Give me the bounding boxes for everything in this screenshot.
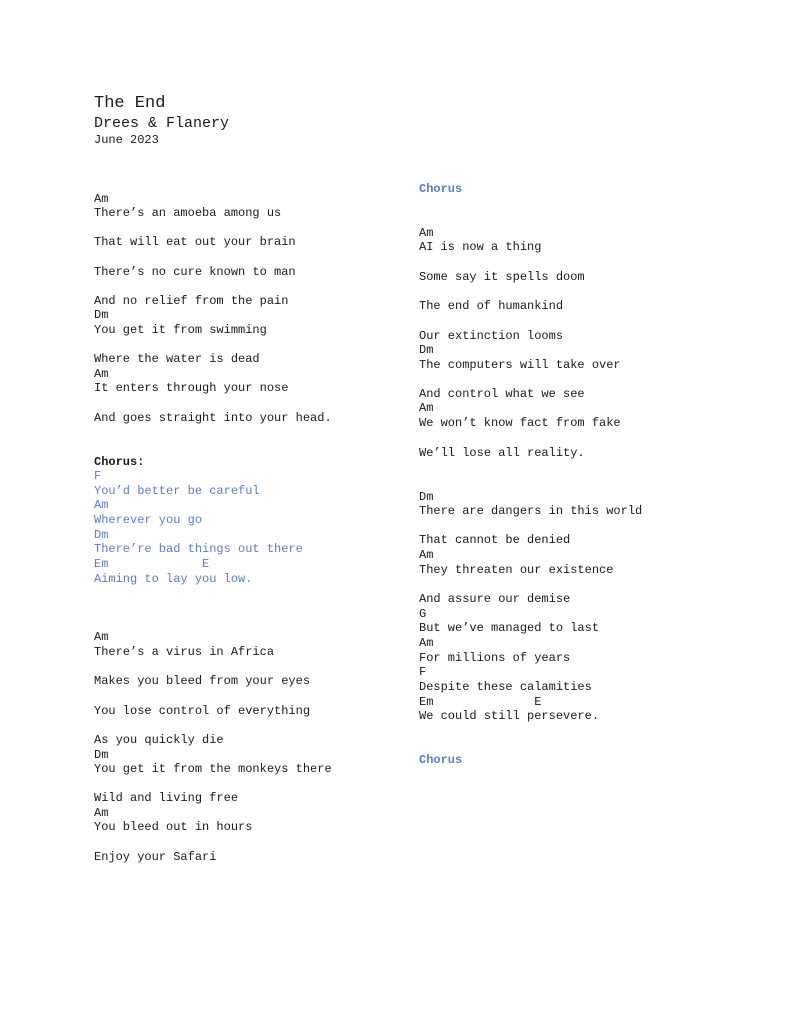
lyric-line: And goes straight into your head. — [94, 411, 332, 425]
chord-line: F — [94, 469, 102, 483]
lyric-line: You’d better be careful — [94, 484, 260, 498]
lyric-line: Enjoy your Safari — [94, 850, 217, 864]
song-header — [94, 94, 229, 148]
chord-line: Dm — [94, 748, 109, 762]
lyric-line: We’ll lose all reality. — [419, 446, 585, 460]
lyric-line: That cannot be denied — [419, 533, 571, 547]
lyric-line: You bleed out in hours — [94, 820, 253, 834]
chord-line: Am — [94, 367, 109, 381]
chord-line: Am — [94, 630, 109, 644]
lyric-line: There’s no cure known to man — [94, 265, 296, 279]
lyric-line: And no relief from the pain — [94, 294, 289, 308]
chorus-label: Chorus — [419, 182, 463, 196]
lyric-line: And control what we see — [419, 387, 585, 401]
chord-line: Am — [94, 806, 109, 820]
lyric-line: There’re bad things out there — [94, 542, 303, 556]
lyric-line: Some say it spells doom — [419, 270, 585, 284]
lyric-line: Wild and living free — [94, 791, 239, 805]
lyric-line: Our extinction looms — [419, 329, 564, 343]
lyric-line: Wherever you go — [94, 513, 203, 527]
chord-line: Am — [94, 498, 109, 512]
song-authors: Drees & Flanery — [94, 115, 230, 132]
lyric-line: AI is now a thing — [419, 240, 542, 254]
lyric-line: The end of humankind — [419, 299, 564, 313]
lyric-line: You lose control of everything — [94, 704, 311, 718]
chord-line: F — [419, 665, 427, 679]
chord-line: Em E — [419, 695, 542, 709]
lyric-line: You get it from swimming — [94, 323, 267, 337]
chord-line: Am — [419, 226, 434, 240]
lyric-line: As you quickly die — [94, 733, 224, 747]
lyric-line: There’s a virus in Africa — [94, 645, 275, 659]
lyric-line: There’s an amoeba among us — [94, 206, 282, 220]
lyric-line: They threaten our existence — [419, 563, 614, 577]
lyric-line: Where the water is dead — [94, 352, 260, 366]
lyric-line: Despite these calamities — [419, 680, 592, 694]
chord-line: Em E — [94, 557, 210, 571]
chord-line: Am — [419, 548, 434, 562]
chorus-label: Chorus: — [94, 455, 145, 469]
lyric-line: We won’t know fact from fake — [419, 416, 621, 430]
lyric-line: The computers will take over — [419, 358, 621, 372]
chord-line: Dm — [94, 308, 109, 322]
chorus-label: Chorus — [419, 753, 463, 767]
lyric-line: That will eat out your brain — [94, 235, 296, 249]
chord-line: Am — [419, 636, 434, 650]
lyric-line: And assure our demise — [419, 592, 571, 606]
lyric-line: Makes you bleed from your eyes — [94, 674, 311, 688]
lyric-line: There are dangers in this world — [419, 504, 643, 518]
lyric-line: It enters through your nose — [94, 381, 289, 395]
lyric-line: Aiming to lay you low. — [94, 572, 253, 586]
song-title: The End — [94, 94, 166, 113]
lyric-line: You get it from the monkeys there — [94, 762, 332, 776]
chord-line: Dm — [419, 343, 434, 357]
chord-line: Am — [419, 401, 434, 415]
chord-line: Am — [94, 192, 109, 206]
lyric-line: We could still persevere. — [419, 709, 600, 723]
chord-line: Dm — [94, 528, 109, 542]
chord-line: G — [419, 607, 427, 621]
lyric-line: For millions of years — [419, 651, 571, 665]
lyric-line: But we’ve managed to last — [419, 621, 600, 635]
song-date: June 2023 — [94, 133, 159, 147]
chord-line: Dm — [419, 490, 434, 504]
